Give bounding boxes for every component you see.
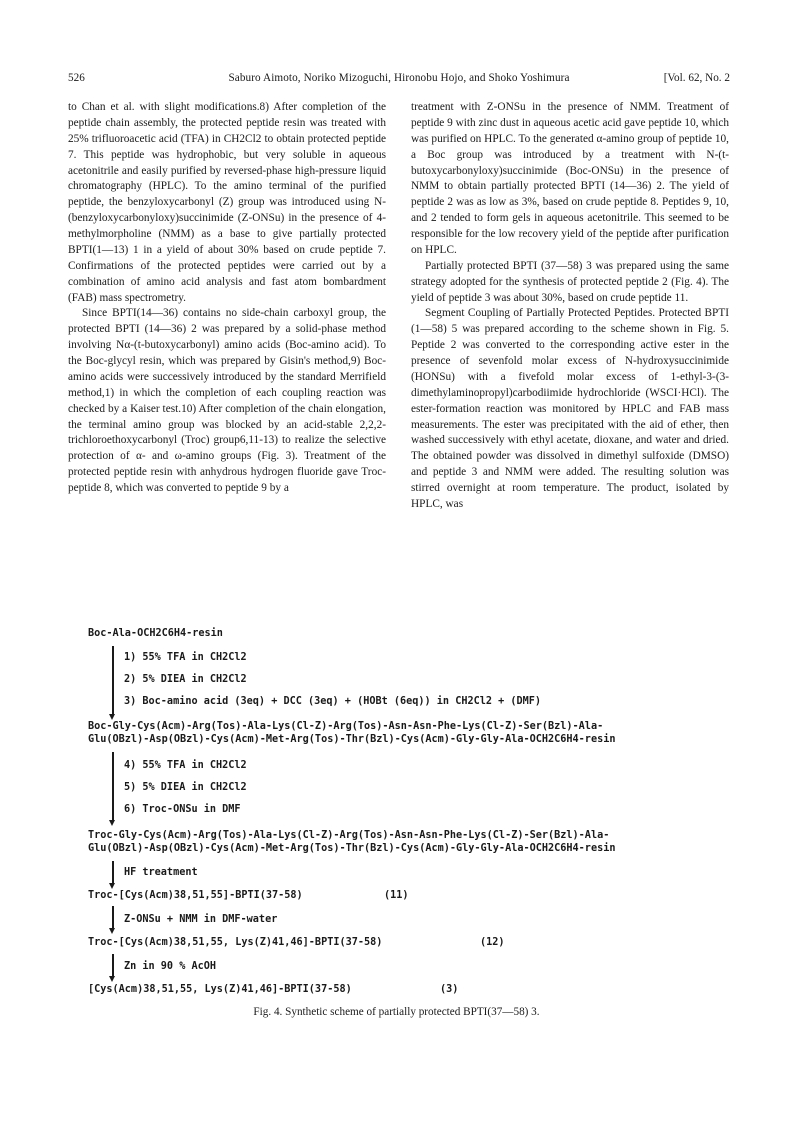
running-header [68, 72, 730, 88]
scheme-intermediate: Troc-Gly-Cys(Acm)-Arg(Tos)-Ala-Lys(Cl-Z)-Arg(Tos)-Asn-Asn-Phe-Lys(Cl-Z)-Ser(Bzl)-Ala- [88, 830, 610, 841]
scheme-intermediate: Glu(OBzl)-Asp(OBzl)-Cys(Acm)-Met-Arg(Tos)-Thr(Bzl)-Cys(Acm)-Gly-Gly-Ala-OCH2C6H4-resin [88, 734, 616, 745]
scheme-step: Zn in 90 % AcOH [124, 961, 217, 972]
reaction-arrow [112, 752, 114, 822]
scheme-step: 1) 55% TFA in CH2Cl2 [124, 652, 247, 663]
volume-info: [Vol. 62, No. 2 [663, 72, 730, 84]
scheme-intermediate: Boc-Gly-Cys(Acm)-Arg(Tos)-Ala-Lys(Cl-Z)-Arg(Tos)-Asn-Asn-Phe-Lys(Cl-Z)-Ser(Bzl)-Ala- [88, 721, 604, 732]
paragraph: Since BPTI(14—36) contains no side-chain carboxyl group, the protected BPTI (14—36) 2 was prepared by a solid-phase method involving Nα-(t-butoxycarbonyl) amino acids (Boc-amino acid). To the Boc-glycyl resin, which was prepared by Gisin's method,9) Boc-amino acids were successively introduced by the standard Merrifield method,1) in which the completion of each coupling reaction was checked by a Kaiser test.10) After completion of the chain elongation, the terminal amino group was blocked by an acid-stable 2,2,2-trichloroethoxycarbonyl (Troc) group6,11-13) to realize the selective protection of α- and ω-amino groups (Fig. 3). Treatment of the protected peptide resin with anhydrous hydrogen fluoride gave Troc-peptide 8, which was converted to peptide 9 by a [68, 307, 386, 494]
scheme-step: 3) Boc-amino acid (3eq) + DCC (3eq) + (HOBt (6eq)) in CH2Cl2 + (DMF) [124, 696, 542, 707]
synthetic-scheme [0, 620, 793, 1040]
reaction-arrow [112, 954, 114, 978]
reaction-arrow [112, 861, 114, 885]
scheme-intermediate: Glu(OBzl)-Asp(OBzl)-Cys(Acm)-Met-Arg(Tos)-Thr(Bzl)-Cys(Acm)-Gly-Gly-Ala-OCH2C6H4-resin [88, 843, 616, 854]
left-column [68, 100, 386, 497]
compound-label: (3) [440, 984, 459, 995]
paragraph: treatment with Z-ONSu in the presence of NMM. Treatment of peptide 9 with zinc dust in aqueous acetic acid gave peptide 10, which was purified on HPLC. To the generated α-amino group of peptide 10, a Boc group was introduced by a treatment with N-(t-butoxycarbonyloxy)succinimide (Boc-ONSu) in the presence of NMM to obtain partially protected BPTI (14—36) 2. The yield of peptide 2 was as low as 3%, based on crude peptide 8. Peptides 9, 10, and 2 tended to form gels in aqueous acetonitrile. This seemed to be responsible for the low recovery yield of the peptide after purification on HPLC. [411, 101, 729, 256]
scheme-step: 6) Troc-ONSu in DMF [124, 804, 241, 815]
scheme-step: 2) 5% DIEA in CH2Cl2 [124, 674, 247, 685]
scheme-step: Z-ONSu + NMM in DMF-water [124, 914, 278, 925]
paragraph: Segment Coupling of Partially Protected Peptides. Protected BPTI (1—58) 5 was prepared according to the scheme shown in Fig. 5. Peptide 2 was converted to the corresponding active ester in the presence of sevenfold molar excess of N-hydroxysuccinimide (HONSu) with a fivefold molar excess of 1-ethyl-3-(3-dimethylaminopropyl)carbodiimide hydrochloride (WSCI·HCl). The ester-formation reaction was monitored by HPLC and FAB mass measurements. The ester was precipitated with the aid of ether, then washed successively with ethyl acetate, dioxane, and water and dried. The obtained powder was dissolved in dimethyl sulfoxide (DMSO) and peptide 3 and NMM were added. The resulting solution was stirred overnight at room temperature. The product, isolated by HPLC, was [411, 307, 729, 510]
figure-caption: Fig. 4. Synthetic scheme of partially protected BPTI(37—58) 3. [253, 1006, 540, 1018]
running-authors: Saburo Aimoto, Noriko Mizoguchi, Hironobu Hojo, and Shoko Yoshimura [228, 72, 570, 84]
compound-label: (12) [480, 937, 505, 948]
page-number: 526 [68, 72, 85, 84]
scheme-step: 5) 5% DIEA in CH2Cl2 [124, 782, 247, 793]
scheme-product: Troc-[Cys(Acm)38,51,55, Lys(Z)41,46]-BPTI(37-58) [88, 937, 383, 948]
compound-label: (11) [384, 890, 409, 901]
right-column [411, 100, 729, 513]
scheme-start-material: Boc-Ala-OCH2C6H4-resin [88, 628, 223, 639]
paragraph: Partially protected BPTI (37—58) 3 was prepared using the same strategy adopted for the synthesis of protected peptide 2 (Fig. 4). The yield of peptide 3 was about 30%, based on crude peptide 11. [411, 259, 729, 304]
scheme-product: [Cys(Acm)38,51,55, Lys(Z)41,46]-BPTI(37-58) [88, 984, 352, 995]
scheme-product: Troc-[Cys(Acm)38,51,55]-BPTI(37-58) [88, 890, 303, 901]
reaction-arrow [112, 906, 114, 930]
scheme-step: 4) 55% TFA in CH2Cl2 [124, 760, 247, 771]
paragraph: to Chan et al. with slight modifications.8) After completion of the peptide chain assembly, the protected peptide resin was treated with 25% trifluoroacetic acid (TFA) in CH2Cl2 to obtain protected peptide 7. This peptide was hydrophobic, but very soluble in aqueous acetonitrile and easily purified by reversed-phase high-pressure liquid chromatography (HPLC). To the amino terminal of the purified peptide, the benzyloxycarbonyl (Z) group was introduced using N-(benzyloxycarbonyloxy)succinimide (Z-ONSu) in the presence of 4-methylmorpholine (NMM) as a base to give partially protected BPTI(1—13) 1 in a yield of about 30% based on crude peptide 7. Confirmations of the protected peptides were carried out by a combination of amino acid analysis and fast atom bombardment (FAB) mass spectrometry. [68, 101, 386, 304]
scheme-step: HF treatment [124, 867, 198, 878]
reaction-arrow [112, 646, 114, 716]
